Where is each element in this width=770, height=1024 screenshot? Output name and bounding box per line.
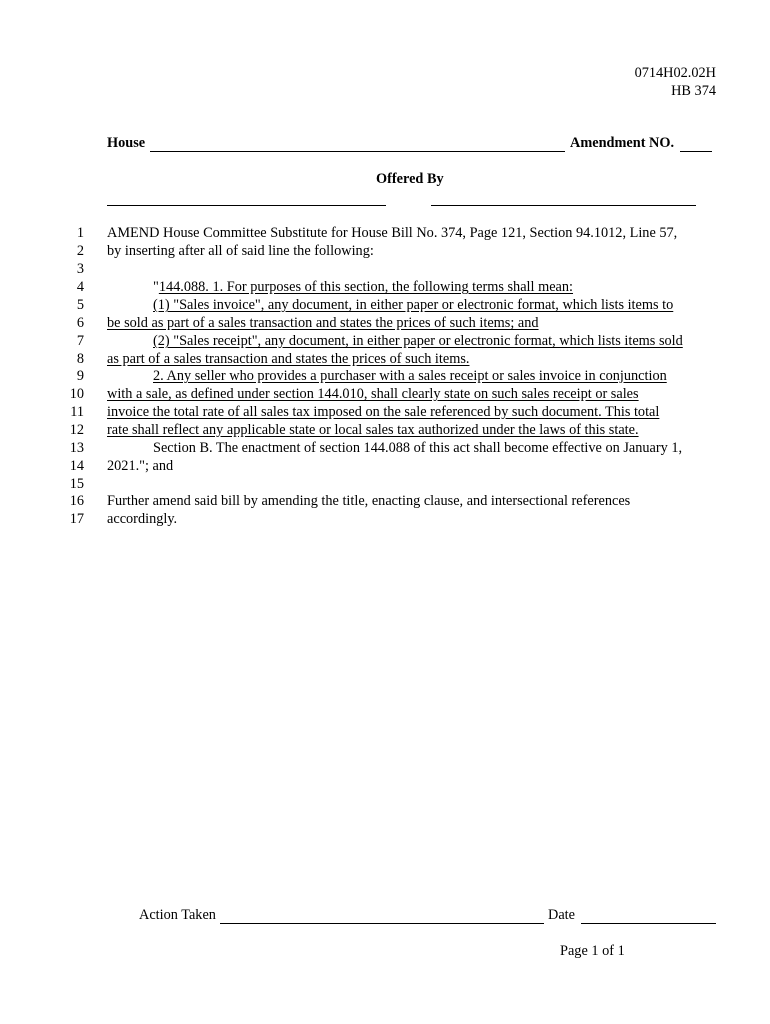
- action-taken-blank: [220, 923, 544, 924]
- page-number: Page 1 of 1: [560, 943, 625, 959]
- section-144088-heading: [153, 279, 573, 297]
- section-b-line-1: Section B. The enactment of section 144.088 of this act shall become effective on January 1,: [153, 440, 683, 456]
- line-number: 15: [69, 476, 84, 492]
- definition-sales-receipt-cont: as part of a sales transaction and states the prices of such items.: [107, 351, 470, 367]
- line-number: 4: [76, 279, 84, 295]
- line-number: 12: [69, 422, 84, 438]
- line-number: 17: [69, 511, 84, 527]
- line-number: 1: [76, 225, 84, 241]
- action-taken-label: Action Taken: [139, 907, 216, 923]
- document-code: 0714H02.02H: [634, 65, 716, 81]
- further-amend-line-2: accordingly.: [107, 511, 178, 527]
- line-number: 8: [76, 351, 84, 367]
- line-number: 5: [76, 297, 84, 313]
- opening-quote: ": [153, 279, 159, 295]
- line-number: 9: [76, 368, 84, 384]
- amendment-no-label: Amendment NO.: [570, 135, 675, 151]
- amend-instruction-line-1: AMEND House Committee Substitute for House Bill No. 374, Page 121, Section 94.1012, Line 57,: [107, 225, 678, 241]
- offered-by-label: Offered By: [376, 171, 444, 187]
- house-blank-line: [150, 151, 565, 152]
- line-number: 10: [69, 386, 84, 402]
- subsection-2-line-1: 2. Any seller who provides a purchaser with a sales receipt or sales invoice in conjunction: [153, 368, 667, 384]
- date-blank: [581, 923, 716, 924]
- line-number: 13: [69, 440, 84, 456]
- line-number: 6: [76, 315, 84, 331]
- amend-instruction-line-2: by inserting after all of said line the following:: [107, 243, 374, 259]
- line-number: 11: [70, 404, 84, 420]
- offered-by-line-right: [431, 205, 696, 206]
- house-label: House: [107, 135, 146, 151]
- further-amend-line-1: Further amend said bill by amending the title, enacting clause, and intersectional references: [107, 493, 631, 509]
- subsection-2-line-3: invoice the total rate of all sales tax imposed on the sale referenced by such document. This total: [107, 404, 660, 420]
- section-144088-subsection-1: 144.088. 1. For purposes of this section, the following terms shall mean:: [158, 279, 574, 295]
- bill-number: HB 374: [671, 83, 716, 99]
- line-number: 16: [69, 493, 84, 509]
- line-number: 7: [76, 333, 84, 349]
- line-number: 2: [76, 243, 84, 259]
- subsection-2-line-4: rate shall reflect any applicable state or local sales tax authorized under the laws of this state.: [107, 422, 639, 438]
- offered-by-line-left: [107, 205, 386, 206]
- definition-sales-invoice-cont: be sold as part of a sales transaction and states the prices of such items; and: [107, 315, 539, 331]
- section-b-line-2: 2021."; and: [107, 458, 174, 474]
- date-label: Date: [548, 907, 575, 923]
- subsection-2-line-2: with a sale, as defined under section 144.010, shall clearly state on such sales receipt or sales: [107, 386, 639, 402]
- definition-sales-invoice: (1) "Sales invoice", any document, in either paper or electronic format, which lists items to: [153, 297, 674, 313]
- amendment-no-blank: [680, 151, 712, 152]
- line-number: 3: [76, 261, 84, 277]
- definition-sales-receipt: (2) "Sales receipt", any document, in either paper or electronic format, which lists items sold: [153, 333, 683, 349]
- line-number: 14: [69, 458, 84, 474]
